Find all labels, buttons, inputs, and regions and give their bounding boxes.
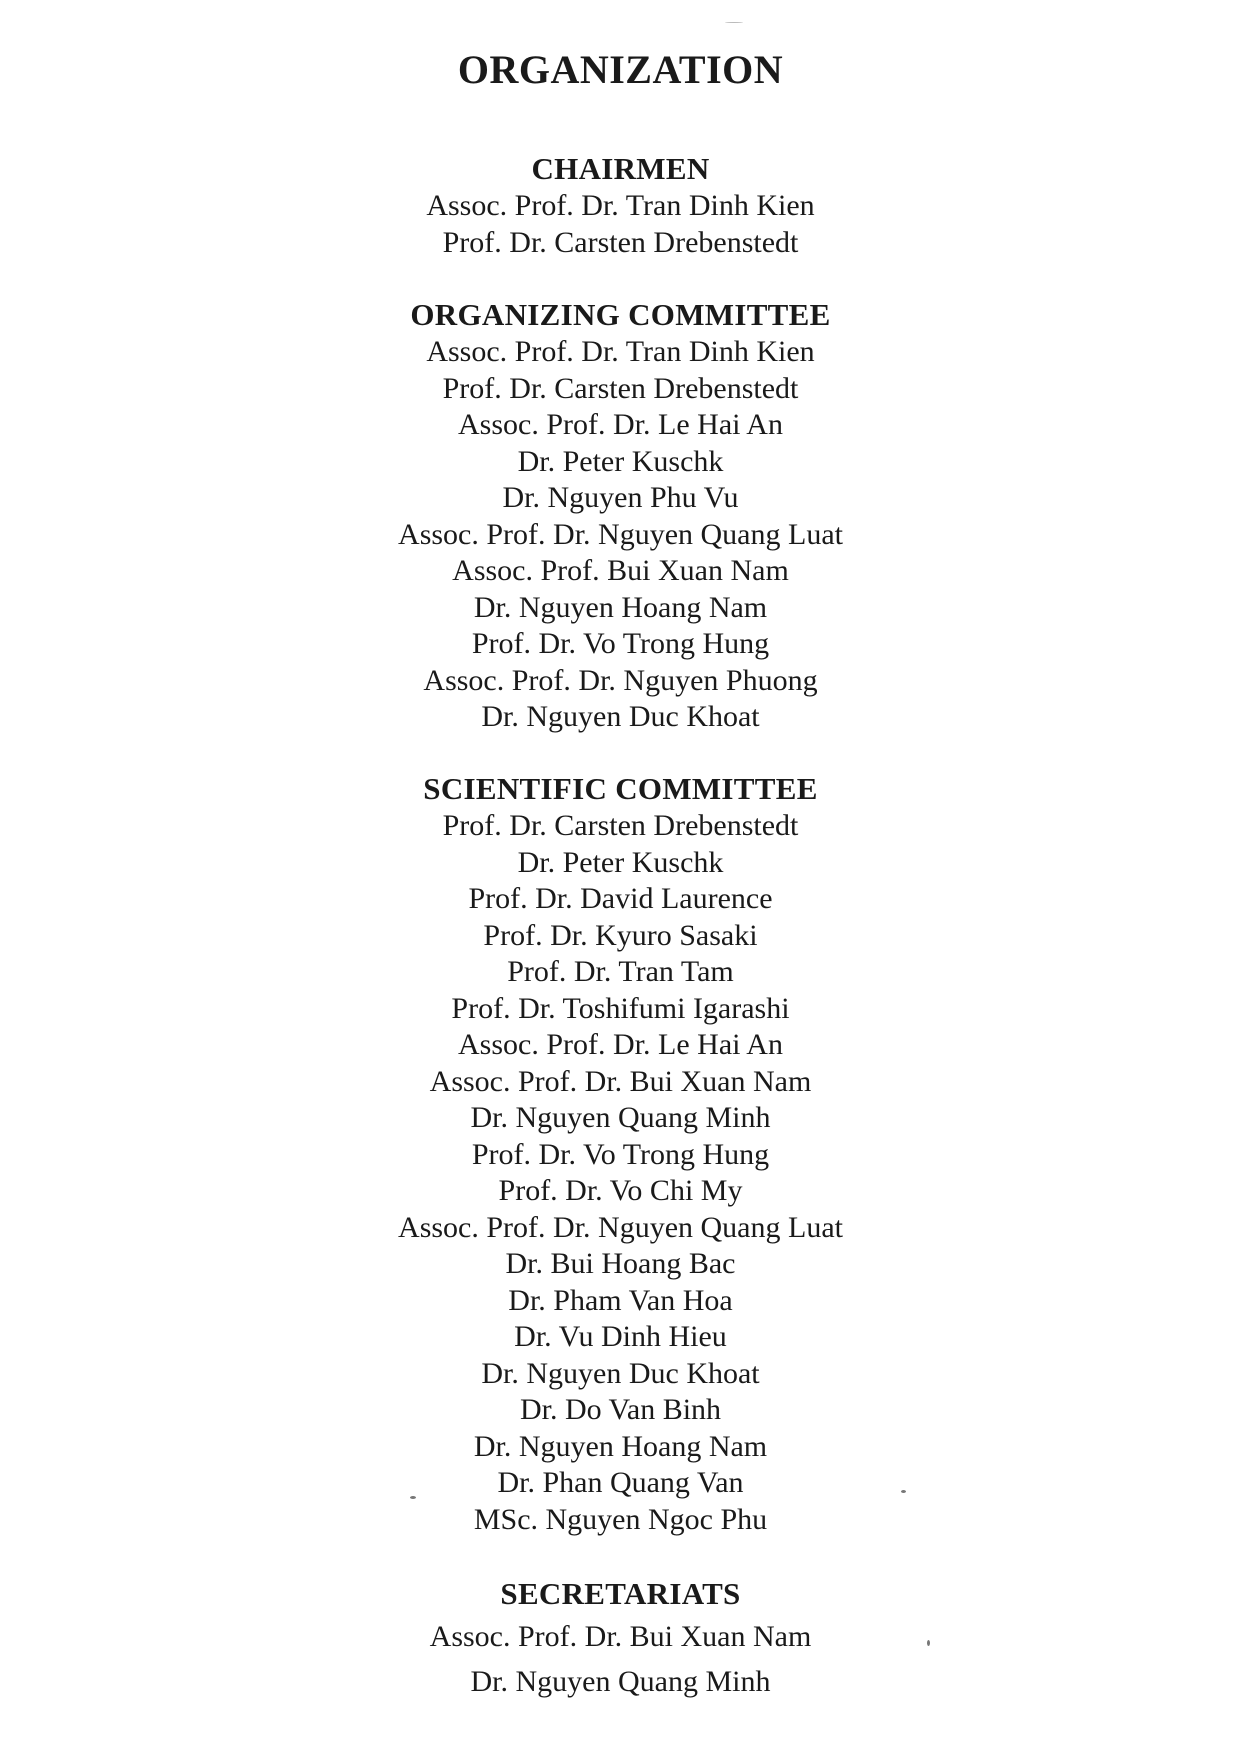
member-name: Dr. Peter Kuschk — [517, 444, 724, 478]
member-name: Prof. Dr. Vo Chi My — [498, 1174, 743, 1207]
member-name: Assoc. Prof. Dr. Bui Xuan Nam — [429, 1064, 812, 1098]
member-name: Prof. Dr. Vo Trong Hung — [471, 1137, 770, 1171]
member-name: Prof. Dr. Carsten Drebenstedt — [442, 225, 799, 259]
member-name: Assoc. Prof. Dr. Le Hai An — [458, 408, 783, 441]
member-name: Prof. Dr. Toshifumi Igarashi — [451, 991, 790, 1025]
member-name: Dr. Nguyen Phu Vu — [502, 481, 739, 514]
member-name: Assoc. Prof. Dr. Nguyen Quang Luat — [398, 517, 843, 551]
member-name: Assoc. Prof. Bui Xuan Nam — [452, 554, 789, 587]
member-name: Prof. Dr. Tran Tam — [507, 955, 734, 988]
member-name: Dr. Pham Van Hoa — [508, 1283, 733, 1317]
member-name: Dr. Do Van Binh — [519, 1393, 722, 1426]
member-name: Assoc. Prof. Dr. Tran Dinh Kien — [426, 189, 815, 222]
scan-speck — [901, 1490, 906, 1493]
chairmen-section — [0, 150, 1241, 261]
member-name: Assoc. Prof. Dr. Nguyen Quang Luat — [398, 1210, 843, 1244]
secretariats-list — [0, 1615, 1241, 1703]
member-name: MSc. Nguyen Ngoc Phu — [473, 1502, 768, 1536]
page-title: ORGANIZATION — [457, 47, 784, 92]
member-name: Prof. Dr. Vo Trong Hung — [471, 627, 770, 660]
member-name: Assoc. Prof. Dr. Nguyen Phuong — [423, 663, 818, 697]
organizing-committee-heading: ORGANIZING COMMITTEE — [410, 297, 831, 332]
member-name: Dr. Nguyen Hoang Nam — [473, 590, 768, 624]
member-name: Prof. Dr. Carsten Drebenstedt — [442, 371, 799, 405]
scientific-committee-heading: SCIENTIFIC COMMITTEE — [423, 771, 818, 806]
member-name: Dr. Nguyen Quang Minh — [470, 1665, 771, 1698]
member-name: Prof. Dr. Kyuro Sasaki — [483, 918, 758, 952]
member-name: Dr. Nguyen Duc Khoat — [481, 1356, 760, 1390]
member-name: Dr. Nguyen Hoang Nam — [473, 1429, 768, 1463]
organizing-committee-list — [0, 334, 1241, 736]
member-name: Assoc. Prof. Dr. Bui Xuan Nam — [429, 1620, 812, 1653]
scan-speck — [410, 1496, 416, 1499]
scientific-committee-list — [0, 808, 1241, 1538]
scan-speck — [725, 22, 743, 23]
member-name: Prof. Dr. David Laurence — [468, 882, 773, 915]
chairmen-heading: CHAIRMEN — [531, 151, 710, 186]
member-name: Dr. Phan Quang Van — [497, 1466, 744, 1499]
scan-speck — [927, 1640, 930, 1646]
chairmen-list — [0, 188, 1241, 261]
member-name: Dr. Nguyen Duc Khoat — [481, 700, 760, 733]
organizing-committee-section — [0, 296, 1241, 736]
member-name: Assoc. Prof. Dr. Tran Dinh Kien — [426, 335, 815, 368]
secretariats-section — [0, 1575, 1241, 1703]
member-name: Assoc. Prof. Dr. Le Hai An — [458, 1028, 783, 1061]
member-name: Dr. Vu Dinh Hieu — [514, 1320, 727, 1353]
member-name: Dr. Nguyen Quang Minh — [470, 1101, 771, 1134]
member-name: Prof. Dr. Carsten Drebenstedt — [442, 809, 799, 842]
secretariats-heading: SECRETARIATS — [500, 1576, 741, 1611]
scientific-committee-section — [0, 770, 1241, 1538]
member-name: Dr. Bui Hoang Bac — [505, 1247, 736, 1280]
member-name: Dr. Peter Kuschk — [517, 845, 724, 879]
